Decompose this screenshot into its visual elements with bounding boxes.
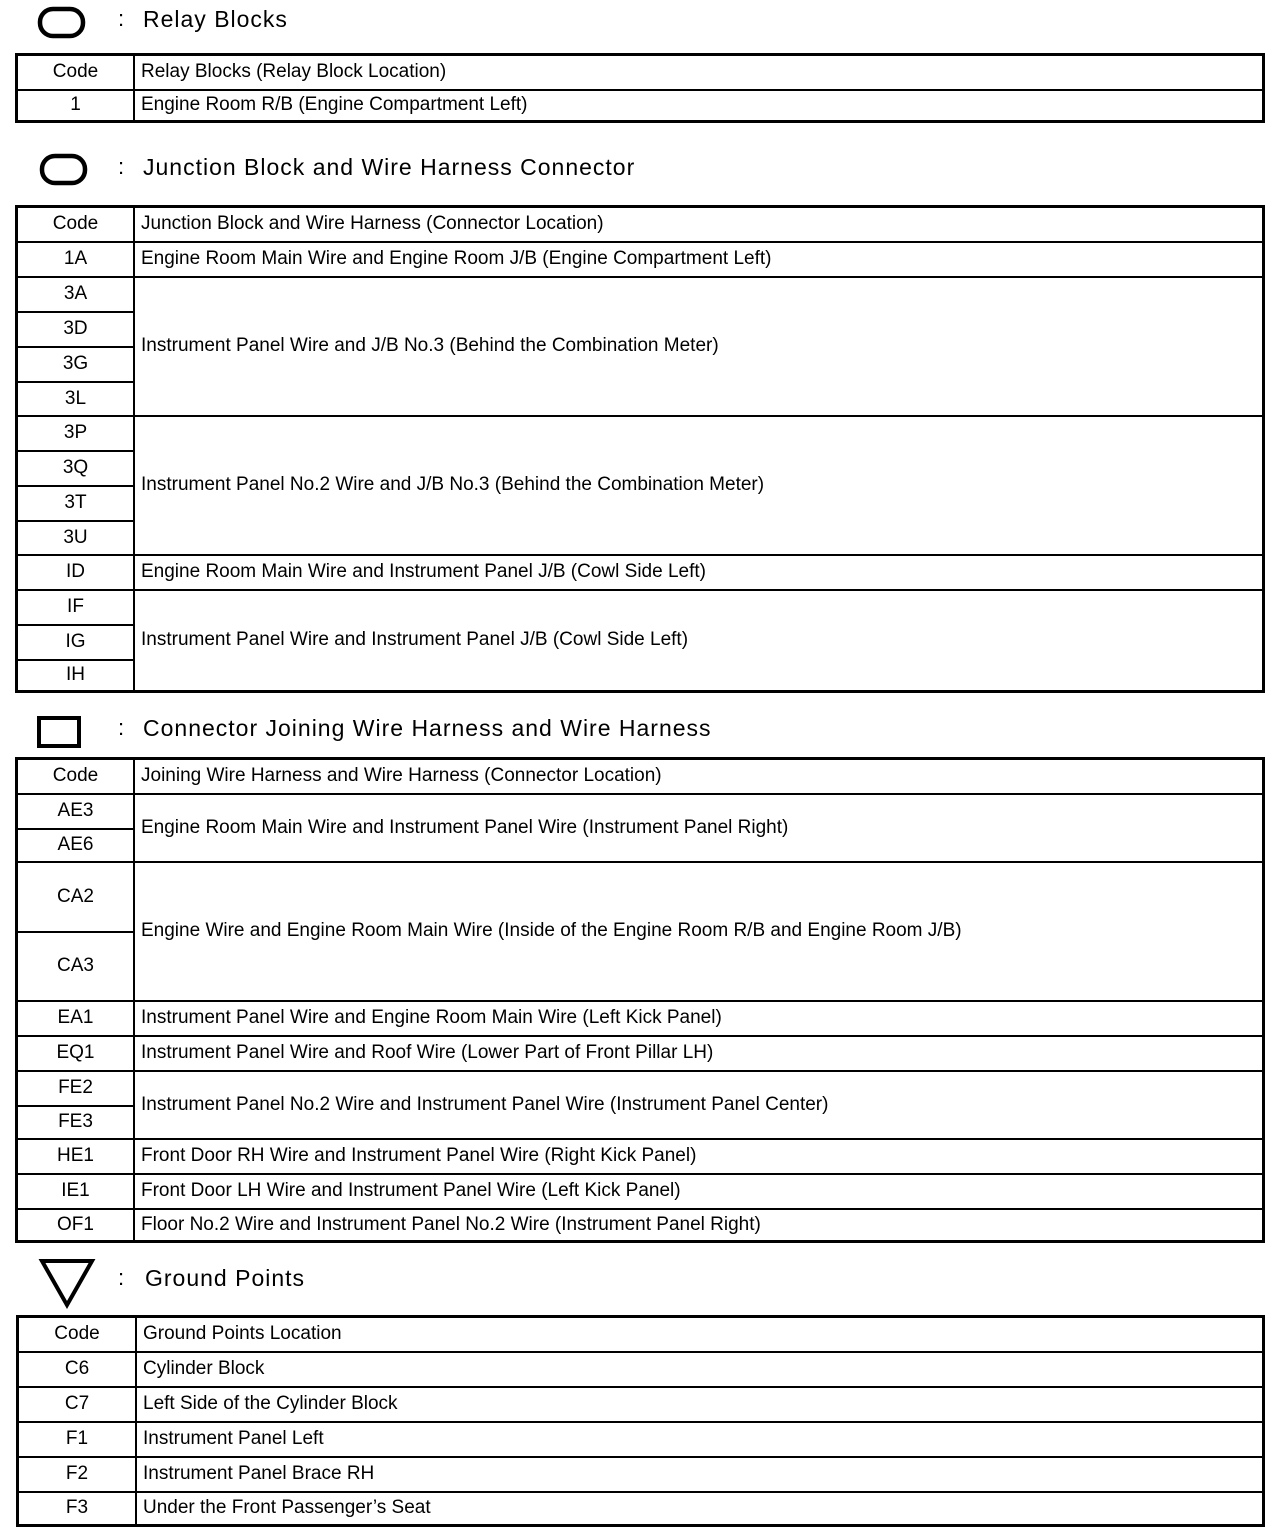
colon: :: [118, 1265, 125, 1290]
table-header-row: [18, 1317, 1264, 1352]
ground-points-table: [16, 1315, 1265, 1527]
header-description: Ground Points Location: [136, 1317, 1264, 1352]
table-row: [17, 590, 1264, 625]
header-description: Relay Blocks (Relay Block Location): [134, 55, 1264, 90]
row-code: 3G: [17, 347, 135, 382]
row-description: Instrument Panel Wire and Instrument Panel J/B (Cowl Side Left): [134, 590, 1264, 692]
row-code: 3L: [17, 382, 135, 416]
table-row: [17, 862, 1264, 932]
row-code: AE3: [17, 794, 135, 829]
junction-block-table: [15, 205, 1265, 693]
table-row: [17, 1139, 1264, 1174]
table-row: [17, 794, 1264, 829]
row-code: F3: [18, 1492, 137, 1526]
row-code: FE2: [17, 1071, 135, 1106]
table-row: [17, 242, 1264, 277]
row-description: Engine Room R/B (Engine Compartment Left): [134, 90, 1264, 122]
row-code: EA1: [17, 1001, 135, 1036]
table-row: [17, 1036, 1264, 1071]
section-header-ground-points: [0, 1255, 1280, 1295]
section-title: Connector Joining Wire Harness and Wire Harness: [143, 715, 712, 741]
header-code: Code: [18, 1317, 137, 1352]
section-header-relay-blocks: [0, 0, 1280, 40]
row-code: 3T: [17, 486, 135, 521]
colon: :: [118, 715, 125, 740]
table-header-row: [17, 55, 1264, 90]
row-code: OF1: [17, 1209, 135, 1242]
table-header-row: [17, 759, 1264, 794]
row-code: IG: [17, 625, 135, 660]
header-description: Joining Wire Harness and Wire Harness (Connector Location): [134, 759, 1264, 794]
row-code: 3Q: [17, 451, 135, 486]
table-row: [18, 1352, 1264, 1387]
row-code: F1: [18, 1422, 137, 1457]
row-description: Engine Room Main Wire and Instrument Panel Wire (Instrument Panel Right): [134, 794, 1264, 862]
colon: :: [118, 154, 125, 179]
rounded-oval-icon: [39, 153, 89, 187]
header-code: Code: [17, 759, 135, 794]
row-code: 3A: [17, 277, 135, 312]
row-code: ID: [17, 555, 135, 590]
row-description: Under the Front Passenger’s Seat: [136, 1492, 1264, 1526]
row-code: C7: [18, 1387, 137, 1422]
row-code: CA2: [17, 862, 135, 932]
row-code: C6: [18, 1352, 137, 1387]
row-description: Instrument Panel Wire and Roof Wire (Lower Part of Front Pillar LH): [134, 1036, 1264, 1071]
table-row: [17, 90, 1264, 122]
table-row: [17, 1174, 1264, 1209]
section-header-junction-block: [0, 150, 1280, 190]
row-code: F2: [18, 1457, 137, 1492]
triangle-down-icon: [38, 1257, 96, 1309]
table-row: [18, 1492, 1264, 1526]
section-title: Relay Blocks: [143, 6, 288, 32]
table-row: [17, 1071, 1264, 1106]
row-code: FE3: [17, 1106, 135, 1139]
relay-blocks-table: [15, 53, 1265, 123]
row-code: 3P: [17, 416, 135, 451]
section-header-connector-joining: [0, 710, 1280, 750]
colon: :: [118, 6, 125, 31]
row-code: IF: [17, 590, 135, 625]
section-title: Ground Points: [145, 1265, 306, 1291]
row-code: 3U: [17, 521, 135, 555]
row-description: Front Door LH Wire and Instrument Panel Wire (Left Kick Panel): [134, 1174, 1264, 1209]
row-code: HE1: [17, 1139, 135, 1174]
row-description: Instrument Panel No.2 Wire and Instrument Panel Wire (Instrument Panel Center): [134, 1071, 1264, 1139]
table-row: [17, 277, 1264, 312]
row-description: Cylinder Block: [136, 1352, 1264, 1387]
row-description: Instrument Panel Wire and Engine Room Main Wire (Left Kick Panel): [134, 1001, 1264, 1036]
header-code: Code: [17, 207, 135, 242]
table-row: [17, 555, 1264, 590]
table-row: [17, 1209, 1264, 1242]
row-description: Floor No.2 Wire and Instrument Panel No.2 Wire (Instrument Panel Right): [134, 1209, 1264, 1242]
rectangle-icon: [36, 715, 84, 751]
connector-joining-table: [15, 757, 1265, 1243]
row-description: Engine Wire and Engine Room Main Wire (Inside of the Engine Room R/B and Engine Room J/B): [134, 862, 1264, 1001]
table-header-row: [17, 207, 1264, 242]
row-description: Instrument Panel Left: [136, 1422, 1264, 1457]
table-row: [18, 1387, 1264, 1422]
row-description: Instrument Panel No.2 Wire and J/B No.3 (Behind the Combination Meter): [134, 416, 1264, 555]
table-row: [18, 1422, 1264, 1457]
row-code: CA3: [17, 932, 135, 1001]
row-code: IE1: [17, 1174, 135, 1209]
row-description: Front Door RH Wire and Instrument Panel Wire (Right Kick Panel): [134, 1139, 1264, 1174]
row-description: Engine Room Main Wire and Instrument Panel J/B (Cowl Side Left): [134, 555, 1264, 590]
row-description: Instrument Panel Wire and J/B No.3 (Behind the Combination Meter): [134, 277, 1264, 416]
section-title: Junction Block and Wire Harness Connector: [143, 154, 636, 180]
row-code: 3D: [17, 312, 135, 347]
row-code: AE6: [17, 829, 135, 862]
header-code: Code: [17, 55, 135, 90]
row-description: Engine Room Main Wire and Engine Room J/B (Engine Compartment Left): [134, 242, 1264, 277]
row-description: Left Side of the Cylinder Block: [136, 1387, 1264, 1422]
table-row: [17, 416, 1264, 451]
table-row: [17, 1001, 1264, 1036]
row-code: 1: [17, 90, 135, 122]
table-row: [18, 1457, 1264, 1492]
rounded-oval-icon: [37, 6, 87, 40]
row-code: 1A: [17, 242, 135, 277]
row-description: Instrument Panel Brace RH: [136, 1457, 1264, 1492]
row-code: IH: [17, 660, 135, 692]
header-description: Junction Block and Wire Harness (Connector Location): [134, 207, 1264, 242]
row-code: EQ1: [17, 1036, 135, 1071]
